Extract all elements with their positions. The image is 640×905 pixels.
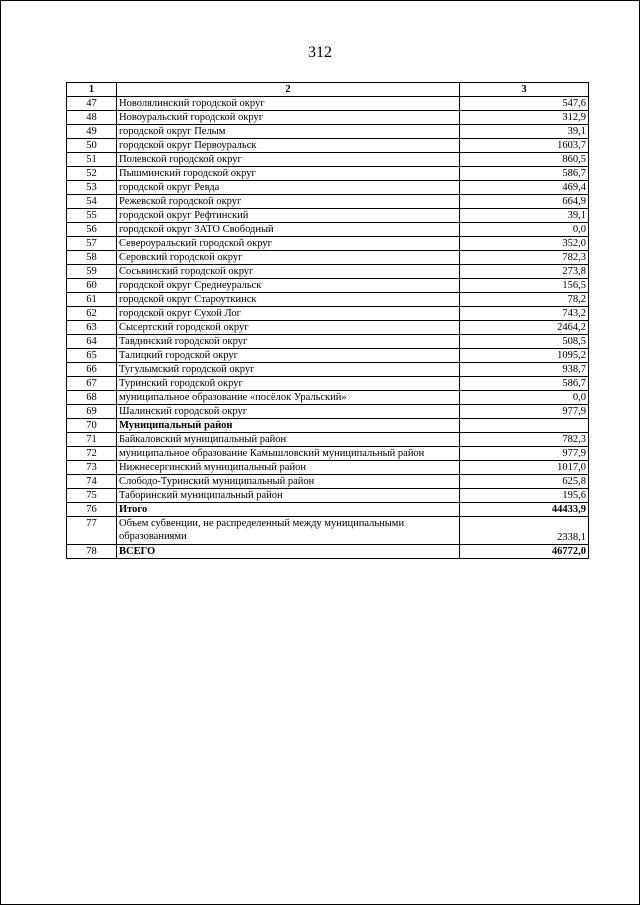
row-number: 73 bbox=[67, 461, 117, 475]
subvention-value: 743,2 bbox=[460, 307, 589, 321]
subvention-value: 508,5 bbox=[460, 335, 589, 349]
subvention-table bbox=[66, 82, 589, 559]
municipality-name: Шалинский городской округ bbox=[117, 405, 460, 419]
table-row bbox=[67, 461, 589, 475]
municipality-name: Сысертский городской округ bbox=[117, 321, 460, 335]
subvention-value: 0,0 bbox=[460, 223, 589, 237]
header-col-1: 1 bbox=[67, 83, 117, 97]
subvention-value: 664,9 bbox=[460, 195, 589, 209]
subvention-value: 2464,2 bbox=[460, 321, 589, 335]
row-number: 68 bbox=[67, 391, 117, 405]
subvention-value: 78,2 bbox=[460, 293, 589, 307]
subvention-value: 782,3 bbox=[460, 251, 589, 265]
table-row bbox=[67, 545, 589, 559]
table-row bbox=[67, 167, 589, 181]
table-row bbox=[67, 153, 589, 167]
municipality-name: городской округ ЗАТО Свободный bbox=[117, 223, 460, 237]
table-row bbox=[67, 419, 589, 433]
row-number: 65 bbox=[67, 349, 117, 363]
table-row bbox=[67, 363, 589, 377]
row-number: 66 bbox=[67, 363, 117, 377]
municipality-name: Новоуральский городской округ bbox=[117, 111, 460, 125]
row-number: 49 bbox=[67, 125, 117, 139]
subvention-value: 2338,1 bbox=[460, 517, 589, 545]
row-number: 63 bbox=[67, 321, 117, 335]
table-body bbox=[67, 97, 589, 559]
municipality-name: Муниципальный район bbox=[117, 419, 460, 433]
table-row bbox=[67, 265, 589, 279]
row-number: 48 bbox=[67, 111, 117, 125]
municipality-name: ВСЕГО bbox=[117, 545, 460, 559]
row-number: 52 bbox=[67, 167, 117, 181]
header-col-3: 3 bbox=[460, 83, 589, 97]
subvention-value: 977,9 bbox=[460, 405, 589, 419]
municipality-name: Слободо-Туринский муниципальный район bbox=[117, 475, 460, 489]
table-row bbox=[67, 181, 589, 195]
row-number: 51 bbox=[67, 153, 117, 167]
row-number: 57 bbox=[67, 237, 117, 251]
subvention-value: 860,5 bbox=[460, 153, 589, 167]
table-row bbox=[67, 475, 589, 489]
subvention-value: 273,8 bbox=[460, 265, 589, 279]
municipality-name: Тугулымский городской округ bbox=[117, 363, 460, 377]
municipality-name: Тавдинский городской округ bbox=[117, 335, 460, 349]
subvention-value: 44433,9 bbox=[460, 503, 589, 517]
subvention-value: 938,7 bbox=[460, 363, 589, 377]
municipality-name: Байкаловский муниципальный район bbox=[117, 433, 460, 447]
row-number: 70 bbox=[67, 419, 117, 433]
subvention-value: 782,3 bbox=[460, 433, 589, 447]
row-number: 55 bbox=[67, 209, 117, 223]
subvention-value: 39,1 bbox=[460, 125, 589, 139]
header-row bbox=[67, 83, 589, 97]
row-number: 77 bbox=[67, 517, 117, 545]
row-number: 72 bbox=[67, 447, 117, 461]
row-number: 60 bbox=[67, 279, 117, 293]
municipality-name: городской округ Первоуральск bbox=[117, 139, 460, 153]
table-row bbox=[67, 237, 589, 251]
row-number: 69 bbox=[67, 405, 117, 419]
table-row bbox=[67, 125, 589, 139]
municipality-name: Талицкий городской округ bbox=[117, 349, 460, 363]
subvention-value: 352,0 bbox=[460, 237, 589, 251]
table-row bbox=[67, 251, 589, 265]
subvention-value: 0,0 bbox=[460, 391, 589, 405]
table-row bbox=[67, 97, 589, 111]
subvention-value: 195,6 bbox=[460, 489, 589, 503]
subvention-value: 586,7 bbox=[460, 377, 589, 391]
municipality-name: городской округ Сухой Лог bbox=[117, 307, 460, 321]
subvention-value: 977,9 bbox=[460, 447, 589, 461]
municipality-name: городской округ Ревда bbox=[117, 181, 460, 195]
table-row bbox=[67, 377, 589, 391]
table-row bbox=[67, 489, 589, 503]
subvention-value: 469,4 bbox=[460, 181, 589, 195]
row-number: 78 bbox=[67, 545, 117, 559]
municipality-name: Серовский городской округ bbox=[117, 251, 460, 265]
table-row bbox=[67, 321, 589, 335]
subvention-value: 312,9 bbox=[460, 111, 589, 125]
table-row bbox=[67, 139, 589, 153]
subvention-value: 39,1 bbox=[460, 209, 589, 223]
row-number: 59 bbox=[67, 265, 117, 279]
municipality-name: Североуральский городской округ bbox=[117, 237, 460, 251]
municipality-name: муниципальное образование Камышловский муниципальный район bbox=[117, 447, 460, 461]
municipality-name: городской округ Среднеуральск bbox=[117, 279, 460, 293]
row-number: 54 bbox=[67, 195, 117, 209]
row-number: 56 bbox=[67, 223, 117, 237]
row-number: 47 bbox=[67, 97, 117, 111]
row-number: 61 bbox=[67, 293, 117, 307]
subvention-value bbox=[460, 419, 589, 433]
table-row bbox=[67, 335, 589, 349]
municipality-name: Итого bbox=[117, 503, 460, 517]
municipality-name: Полевской городской округ bbox=[117, 153, 460, 167]
municipality-name: городской округ Рефтинский bbox=[117, 209, 460, 223]
municipality-name: Режевской городской округ bbox=[117, 195, 460, 209]
municipality-name: Туринский городской округ bbox=[117, 377, 460, 391]
municipality-name: городской округ Староуткинск bbox=[117, 293, 460, 307]
row-number: 50 bbox=[67, 139, 117, 153]
municipality-name: городской округ Пелым bbox=[117, 125, 460, 139]
municipality-name: Нижнесергинский муниципальный район bbox=[117, 461, 460, 475]
table-row bbox=[67, 223, 589, 237]
row-number: 71 bbox=[67, 433, 117, 447]
subvention-value: 625,8 bbox=[460, 475, 589, 489]
row-number: 62 bbox=[67, 307, 117, 321]
municipality-name: Новолялинский городской округ bbox=[117, 97, 460, 111]
table-row bbox=[67, 433, 589, 447]
subvention-value: 1603,7 bbox=[460, 139, 589, 153]
table-row bbox=[67, 517, 589, 545]
municipality-name: муниципальное образование «посёлок Уральский» bbox=[117, 391, 460, 405]
page-number: 312 bbox=[308, 44, 332, 61]
municipality-name: Сосьвинский городской округ bbox=[117, 265, 460, 279]
subvention-value: 156,5 bbox=[460, 279, 589, 293]
table-row bbox=[67, 209, 589, 223]
subvention-value: 586,7 bbox=[460, 167, 589, 181]
row-number: 58 bbox=[67, 251, 117, 265]
municipality-name: Объем субвенции, не распределенный между муниципальными образованиями bbox=[117, 517, 460, 545]
subvention-value: 547,6 bbox=[460, 97, 589, 111]
table-row bbox=[67, 279, 589, 293]
row-number: 74 bbox=[67, 475, 117, 489]
subvention-value: 1095,2 bbox=[460, 349, 589, 363]
table-row bbox=[67, 405, 589, 419]
subvention-value: 1017,0 bbox=[460, 461, 589, 475]
table-row bbox=[67, 447, 589, 461]
subvention-value: 46772,0 bbox=[460, 545, 589, 559]
header-col-2: 2 bbox=[117, 83, 460, 97]
row-number: 76 bbox=[67, 503, 117, 517]
row-number: 53 bbox=[67, 181, 117, 195]
table-row bbox=[67, 349, 589, 363]
table-row bbox=[67, 503, 589, 517]
row-number: 64 bbox=[67, 335, 117, 349]
table-row bbox=[67, 307, 589, 321]
table-row bbox=[67, 293, 589, 307]
table-row bbox=[67, 111, 589, 125]
table-row bbox=[67, 195, 589, 209]
table-row bbox=[67, 391, 589, 405]
row-number: 75 bbox=[67, 489, 117, 503]
municipality-name: Таборинский муниципальный район bbox=[117, 489, 460, 503]
row-number: 67 bbox=[67, 377, 117, 391]
municipality-name: Пышминский городской округ bbox=[117, 167, 460, 181]
